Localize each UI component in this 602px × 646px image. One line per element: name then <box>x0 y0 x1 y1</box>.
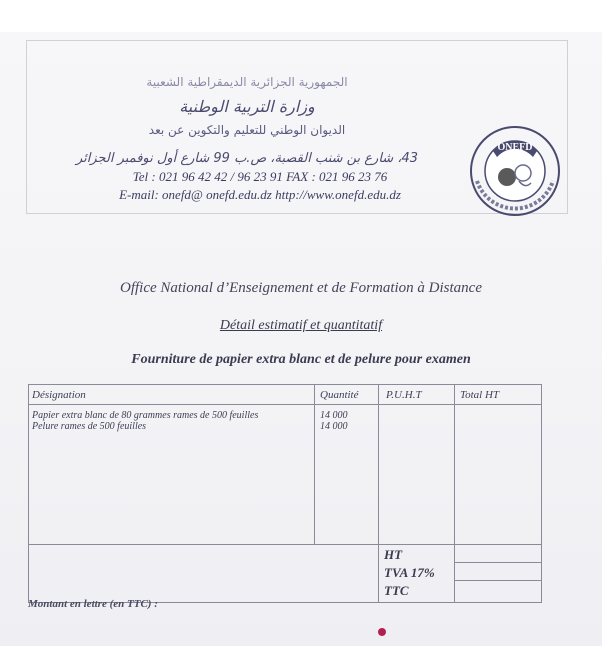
estimate-table <box>28 384 542 610</box>
email-web-line: E-mail: onefd@ onefd.edu.dz http://www.onefd.edu.dz <box>119 187 401 202</box>
header-quantite: Quantité <box>320 389 359 401</box>
onefd-logo-icon <box>463 121 567 221</box>
document-page <box>0 32 602 646</box>
row-2-quantite: 14 000 <box>320 421 348 432</box>
tva-label: TVA 17% <box>384 565 435 580</box>
arabic-office-line: الديوان الوطني للتعليم والتكوين عن بعد <box>148 123 346 137</box>
office-name: Office National d’Enseignement et de Formation à Distance <box>119 280 482 296</box>
row-1-quantite: 14 000 <box>320 410 348 421</box>
tel-fax-line: Tel : 021 96 42 42 / 96 23 91 FAX : 021 96 23 76 <box>132 169 388 184</box>
subject-title: Fourniture de papier extra blanc et de pelure pour examen <box>131 352 471 367</box>
detail-title: Détail estimatif et quantitatif <box>219 318 383 333</box>
arabic-address-line: 43، شارع بن شنب القصبة، ص.ب 99 شارع أول نوفمبر الجزائر <box>75 151 419 166</box>
logo-text: ONEFD <box>497 142 533 153</box>
header-puht: P.U.H.T <box>386 389 422 401</box>
total-ht-label: HT <box>384 547 403 562</box>
montant-en-lettre-label: Montant en lettre (en TTC) : <box>28 598 158 610</box>
ttc-label: TTC <box>384 583 409 598</box>
header-designation: Désignation <box>32 389 86 401</box>
letterhead <box>26 40 568 214</box>
pin-icon <box>378 628 386 636</box>
arabic-republic-line: الجمهورية الجزائرية الديمقراطية الشعبية <box>146 75 348 89</box>
arabic-ministry-line: وزارة التربية الوطنية <box>179 97 315 116</box>
row-2-designation: Pelure rames de 500 feuilles <box>32 421 147 432</box>
row-1-designation: Papier extra blanc de 80 grammes rames de 500 feuilles <box>32 410 259 421</box>
header-total-ht: Total HT <box>460 389 500 401</box>
